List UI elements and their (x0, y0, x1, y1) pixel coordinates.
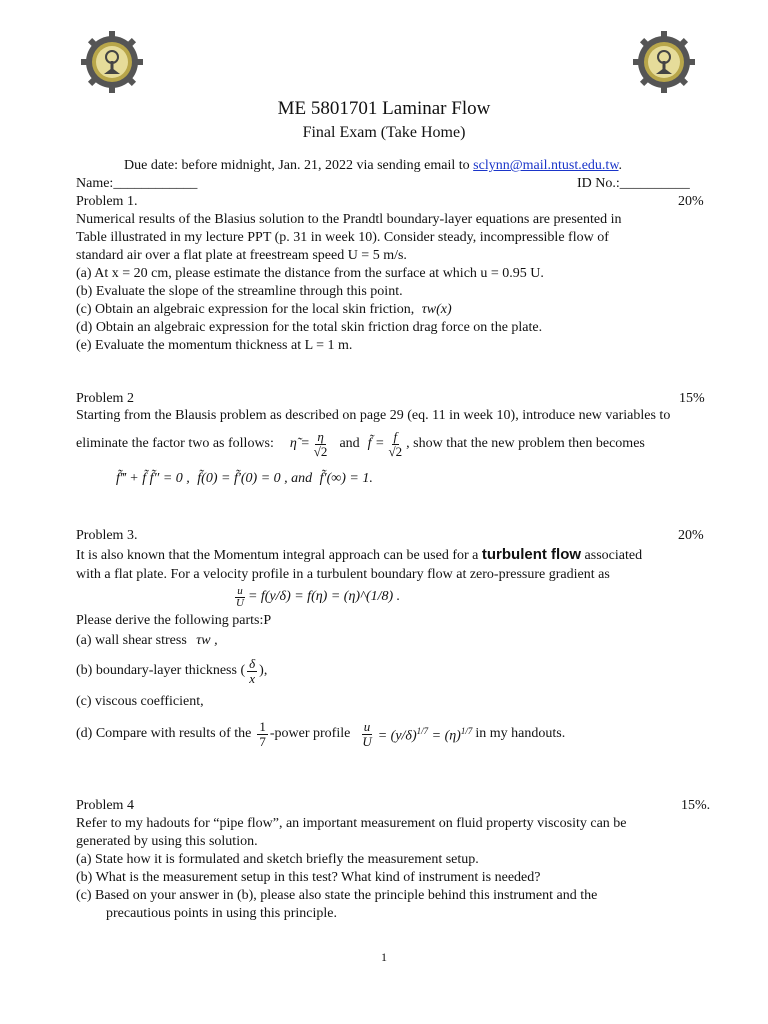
email-link[interactable]: sclynn@mail.ntust.edu.tw (473, 158, 619, 173)
due-date-text: Due date: before midnight, Jan. 21, 2022 via sending email to (124, 158, 470, 173)
document-subtitle: Final Exam (Take Home) (302, 124, 466, 141)
problem1-text-3: standard air over a flat plate at freestream speed U = 5 m/s. (76, 248, 407, 263)
velocity-profile-equation (232, 582, 400, 612)
eta-fraction: $\frac{\eta}{√2}$ (313, 428, 328, 459)
delta-over-x-fraction: $\frac{\delta}{x}$ (249, 655, 256, 686)
problem3-part-d-text-2: -power profile (269, 726, 351, 741)
wall-shear-stress-symbol: τw , (196, 633, 218, 648)
problem1-text-2: Table illustrated in my lecture PPT (p. 31 in week 10). Consider steady, incompressible flow of (76, 230, 609, 245)
problem1-part-e: (e) Evaluate the momentum thickness at L = 1 m. (76, 338, 353, 353)
document-title: ME 5801701 Laminar Flow (277, 98, 491, 119)
problem1-part-c (76, 301, 452, 319)
problem3-text-1b: associated (584, 548, 643, 563)
problem4-weight: 15%. (681, 798, 711, 813)
problem2-text-1: Starting from the Blausis problem as described on page 29 (eq. 11 in week 10), introduce new variables to (76, 408, 671, 423)
problem2-text-2a: eliminate the factor two as follows: (76, 436, 274, 451)
problem3-part-d (76, 714, 565, 754)
problem3-part-b-end: ), (259, 663, 268, 678)
problem1-part-b: (b) Evaluate the slope of the streamline through this point. (76, 284, 403, 299)
f-fraction: $\frac{f}{√2}$ (388, 428, 403, 459)
u-over-U-fraction: $\frac{u}{U}$ (236, 584, 244, 609)
eta-tilde-symbol: η̃ = (289, 436, 310, 451)
problem1-part-d: (d) Obtain an algebraic expression for the total skin friction drag force on the plate. (76, 320, 543, 335)
local-skin-friction-symbol: τw(x) (421, 302, 452, 317)
page-number: 1 (381, 950, 387, 964)
problem3-title: Problem 3. (76, 528, 138, 543)
name-field-label: Name:____________ (76, 176, 198, 191)
problem3-text-1a: It is also known that the Momentum integral approach can be used for a (76, 548, 479, 563)
problem3-part-b (76, 654, 267, 688)
problem2-weight: 15% (679, 391, 705, 406)
problem3-part-d-text-3: in my handouts. (475, 726, 566, 741)
problem3-text-3: Please derive the following parts:P (76, 613, 272, 628)
problem2-text-2b: , show that the new problem then becomes (406, 436, 645, 451)
problem3-weight: 20% (678, 528, 704, 543)
u-over-U-fraction-2: $\frac{u}{U}$ (362, 718, 372, 749)
velocity-profile-equation-text: = f(y/δ) = f(η) = (η)^(1/8) . (247, 589, 401, 604)
due-date-suffix: . (618, 158, 623, 173)
problem4-part-b: (b) What is the measurement setup in this test? What kind of instrument is needed? (76, 870, 541, 885)
one-seventh-power-law: = $(y/\delta)^{1/7} = (\eta)^{1/7}$ (377, 726, 473, 744)
university-logo-left-icon (80, 30, 144, 94)
problem2-eq-bc2: f̃′(∞) = 1. (319, 471, 373, 486)
problem1-weight: 20% (678, 194, 704, 209)
problem2-eq-ode: f̃‴ + f̃ f̃″ = 0 , (116, 471, 190, 486)
problem4-part-c-1: (c) Based on your answer in (b), please also state the principle behind this instrument and the (76, 888, 598, 903)
f-tilde-symbol: f̃ = (367, 436, 385, 451)
and-word: and (339, 436, 360, 451)
problem4-part-c-2: precautious points in using this principle. (106, 906, 337, 921)
problem3-part-c: (c) viscous coefficient, (76, 694, 204, 709)
problem4-text-1: Refer to my hadouts for “pipe flow”, an important measurement on fluid property viscosity can be (76, 816, 627, 831)
university-logo-right-icon (632, 30, 696, 94)
turbulent-flow-emphasis: turbulent flow (481, 546, 582, 563)
problem4-text-2: generated by using this solution. (76, 834, 258, 849)
problem3-text-1 (76, 546, 642, 565)
problem2-title: Problem 2 (76, 391, 134, 406)
problem4-part-a: (a) State how it is formulated and sketch briefly the measurement setup. (76, 852, 479, 867)
id-field-label: ID No.:__________ (577, 176, 690, 191)
due-date-line (124, 157, 622, 175)
problem2-text-2 (76, 424, 645, 464)
one-seventh-fraction: $\frac{1}{7}$ (259, 718, 266, 749)
problem1-part-a: (a) At x = 20 cm, please estimate the distance from the surface at which u = 0.95 U. (76, 266, 544, 281)
problem3-part-a (76, 632, 218, 650)
problem3-part-d-text-1: (d) Compare with results of the (76, 726, 252, 741)
problem3-text-2: with a flat plate. For a velocity profile in a turbulent boundary flow at zero-pressure gradient as (76, 567, 610, 582)
problem3-part-b-text: (b) boundary-layer thickness ( (76, 663, 246, 678)
problem1-part-c-text: (c) Obtain an algebraic expression for the local skin friction, (76, 302, 415, 317)
problem2-eq-bc1: f̃(0) = f̃′(0) = 0 , and (197, 471, 313, 486)
problem3-part-a-text: (a) wall shear stress (76, 633, 187, 648)
problem1-text-1: Numerical results of the Blasius solution to the Prandtl boundary-layer equations are presented in (76, 212, 622, 227)
problem1-title: Problem 1. (76, 194, 138, 209)
problem4-title: Problem 4 (76, 798, 134, 813)
problem2-equations (116, 470, 373, 488)
